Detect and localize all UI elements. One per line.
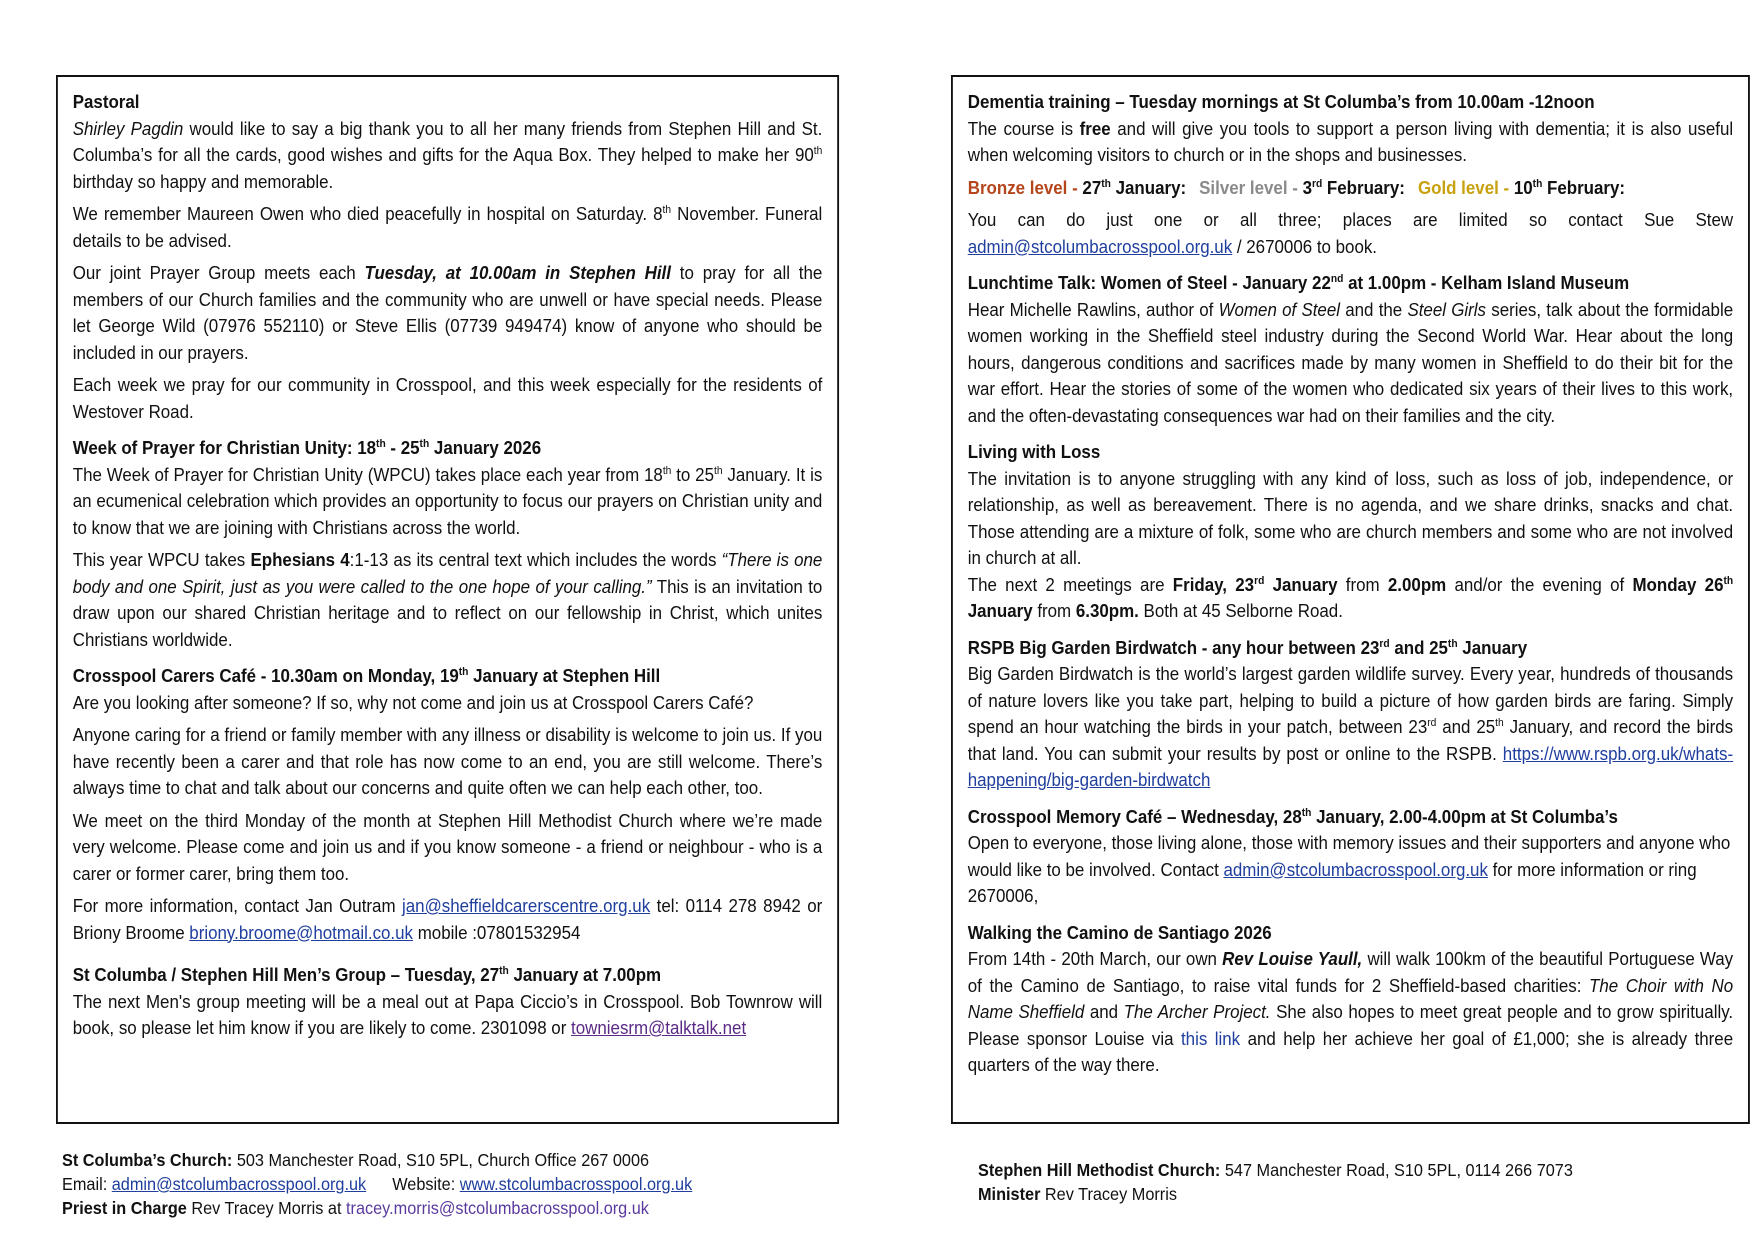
section-title: St Columba / Stephen Hill Men’s Group – Tuesday, 27th January at 7.00pm <box>72 964 662 985</box>
paragraph: Each week we pray for our community in Crosspool, and this week especially for the residents of Westover Road. <box>72 375 823 422</box>
gold-level: Gold level - 10th February: <box>1417 177 1626 198</box>
priest-email[interactable]: tracey.morris@stcolumbacrosspool.org.uk <box>345 1198 649 1218</box>
paragraph: Hear Michelle Rawlins, author of Women of Steel and the Steel Girls series, talk about the formidable women working in the Sheffield steel industry during the Second World War. Hear about the long hours, dangerous conditions and sacrifices made by many women in Sheffield to do their bit for the war effort. Hear the stories of some of the women who dedicated six years of their lives to this work, and the often-devastating consequences war had on their families and the city. <box>967 299 1734 426</box>
admin-email-link[interactable]: admin@stcolumbacrosspool.org.uk <box>1223 859 1488 880</box>
townies-email-link[interactable]: towniesrm@talktalk.net <box>571 1018 747 1038</box>
paragraph: We meet on the third Monday of the month at Stephen Hill Methodist Church where we’re made very welcome. Please come and join us and if you know someone - a friend or neighbour - who is a carer or former carer, bring them too. <box>72 810 823 884</box>
silver-level: Silver level - 3rd February: <box>1199 177 1405 198</box>
section-title: Living with Loss <box>967 442 1101 462</box>
footer-line: Email: admin@stcolumbacrosspool.org.uk Website: www.stcolumbacrosspool.org.uk <box>62 1174 693 1194</box>
section-title: Week of Prayer for Christian Unity: 18th - 25th January 2026 <box>72 437 542 458</box>
section-title: Crosspool Carers Café - 10.30am on Monday, 19th January at Stephen Hill <box>72 665 661 686</box>
rspb-birdwatch-section <box>968 635 1733 794</box>
mens-group-section <box>73 962 823 1042</box>
rspb-link[interactable]: https://www.rspb.org.uk/whats-happening/big-garden-birdwatch <box>967 743 1734 790</box>
paragraph: Big Garden Birdwatch is the world’s largest garden wildlife survey. Every year, hundreds of thousands of nature lovers like you take part, helping to build a picture of how garden birds are faring. Simply spend an hour watching the birds in your patch, between 23rd and 25th January, and record the birds that land. You can submit your results by post or online to the RSPB. https://www.rspb.org.uk/whats-happening/big-garden-birdwatch <box>967 664 1734 790</box>
dementia-training-section <box>968 89 1733 260</box>
section-title: Dementia training – Tuesday mornings at St Columba’s from 10.00am -12noon <box>967 92 1595 112</box>
paragraph: Our joint Prayer Group meets each Tuesday, at 10.00am in Stephen Hill to pray for all the members of our Church families and the community who are unwell or have special needs. Please let George Wild (07976 552110) or Steve Ellis (07739 949474) know of anyone who should be included in our prayers. <box>72 263 823 363</box>
section-title: Pastoral <box>72 92 140 112</box>
carers-email-link[interactable]: jan@sheffieldcarerscentre.org.uk <box>402 896 651 916</box>
paragraph: Are you looking after someone? If so, why not come and join us at Crosspool Carers Café? <box>72 692 754 713</box>
living-with-loss-section <box>968 439 1733 625</box>
pastoral-section <box>73 89 823 425</box>
footer-line: Stephen Hill Methodist Church: 547 Manchester Road, S10 5PL, 0114 266 7073 <box>978 1160 1573 1180</box>
paragraph: For more information, contact Jan Outram jan@sheffieldcarerscentre.org.uk tel: 0114 278 8942 or Briony Broome briony.broome@hotmail.co.uk mobile :07801532954 <box>72 896 823 943</box>
paragraph: Shirley Pagdin would like to say a big thank you to all her many friends from Stephen Hill and St. Columba’s for all the cards, good wishes and gifts for the Aqua Box. They helped to make her 90th birthday so happy and memorable. <box>72 118 823 192</box>
footer-line: Priest in Charge Rev Tracey Morris at tracey.morris@stcolumbacrosspool.org.uk <box>62 1198 649 1218</box>
paragraph: You can do just one or all three; places are limited so contact Sue Stew admin@stcolumbacrosspool.org.uk / 2670006 to book. <box>967 210 1734 257</box>
paragraph: The course is free and will give you tools to support a person living with dementia; it is also useful when welcoming visitors to church or in the shops and businesses. <box>967 118 1734 165</box>
wpcu-section <box>73 435 823 653</box>
paragraph: Anyone caring for a friend or family member with any illness or disability is welcome to join us. If you have recently been a carer and that role has now come to an end, you are still welcome. There’s always time to chat and talk about our concerns and quite often we can help each other, too. <box>72 725 823 798</box>
training-levels <box>968 175 1733 202</box>
paragraph: From 14th - 20th March, our own Rev Louise Yaull, will walk 100km of the beautiful Portuguese Way of the Camino de Santiago, to raise vital funds for 2 Sheffield-based charities: The Choir with No Name Sheffield and The Archer Project. She also hopes to meet great people and to grow spiritually. Please sponsor Louise via this link and help her achieve her goal of £1,000; she is already three quarters of the way there. <box>967 949 1734 1075</box>
website-link[interactable]: www.stcolumbacrosspool.org.uk <box>459 1174 693 1194</box>
footer-line: St Columba’s Church: 503 Manchester Road, S10 5PL, Church Office 267 0006 <box>62 1150 650 1170</box>
footer-stephen-hill <box>978 1158 1573 1206</box>
admin-email-link[interactable]: admin@stcolumbacrosspool.org.uk <box>967 236 1233 257</box>
carers-cafe-section <box>73 663 823 946</box>
camino-section <box>968 920 1733 1079</box>
section-title: RSPB Big Garden Birdwatch - any hour between 23rd and 25th January <box>967 637 1528 658</box>
briony-email-link[interactable]: briony.broome@hotmail.co.uk <box>189 922 414 943</box>
paragraph: The next Men's group meeting will be a meal out at Papa Ciccio’s in Crosspool. Bob Townrow will book, so please let him know if you are likely to come. 2301098 or towniesrm@talktalk.net <box>72 991 823 1038</box>
section-title: Lunchtime Talk: Women of Steel - January 22nd at 1.00pm - Kelham Island Museum <box>967 272 1630 293</box>
footer-line: Minister Rev Tracey Morris <box>978 1184 1177 1204</box>
paragraph: We remember Maureen Owen who died peacefully in hospital on Saturday. 8th November. Funeral details to be advised. <box>72 203 823 251</box>
paragraph: This year WPCU takes Ephesians 4:1-13 as its central text which includes the words “There is one body and one Spirit, just as you were called to the one hope of your calling.” This is an invitation to draw upon our shared Christian heritage and to reflect on our fellowship in Christ, which unites Christians worldwide. <box>72 550 823 650</box>
women-of-steel-section <box>968 270 1733 429</box>
person-name: Shirley Pagdin <box>72 118 184 139</box>
bronze-level: Bronze level - 27th January: <box>967 177 1187 198</box>
paragraph: The invitation is to anyone struggling with any kind of loss, such as loss of job, independence, or relationship, as well as bereavement. There is no agenda, and we share drinks, snacks and chat. Those attending are a mixture of folk, some who are church members and some who are not involved in church at all. <box>967 468 1734 568</box>
right-column-panel <box>951 75 1750 1124</box>
section-title: Walking the Camino de Santiago 2026 <box>967 922 1272 943</box>
sponsor-link[interactable]: this link <box>1180 1028 1241 1049</box>
section-title: Crosspool Memory Café – Wednesday, 28th January, 2.00-4.00pm at St Columba’s <box>967 806 1618 827</box>
paragraph: The next 2 meetings are Friday, 23rd January from 2.00pm and/or the evening of Monday 26th January from 6.30pm. Both at 45 Selborne Road. <box>967 574 1734 621</box>
memory-cafe-section <box>968 804 1733 910</box>
paragraph: Open to everyone, those living alone, those with memory issues and their supporters and anyone who would like to be involved. Contact admin@stcolumbacrosspool.org.uk for more information or ring 2670006, <box>967 833 1731 906</box>
footer-st-columba <box>62 1148 692 1220</box>
left-column-panel <box>56 75 839 1124</box>
paragraph: The Week of Prayer for Christian Unity (WPCU) takes place each year from 18th to 25th January. It is an ecumenical celebration which provides an opportunity to focus our prayers on Christian unity and to know that we are joining with Christians across the world. <box>72 464 823 538</box>
footer-email-link[interactable]: admin@stcolumbacrosspool.org.uk <box>111 1174 367 1194</box>
